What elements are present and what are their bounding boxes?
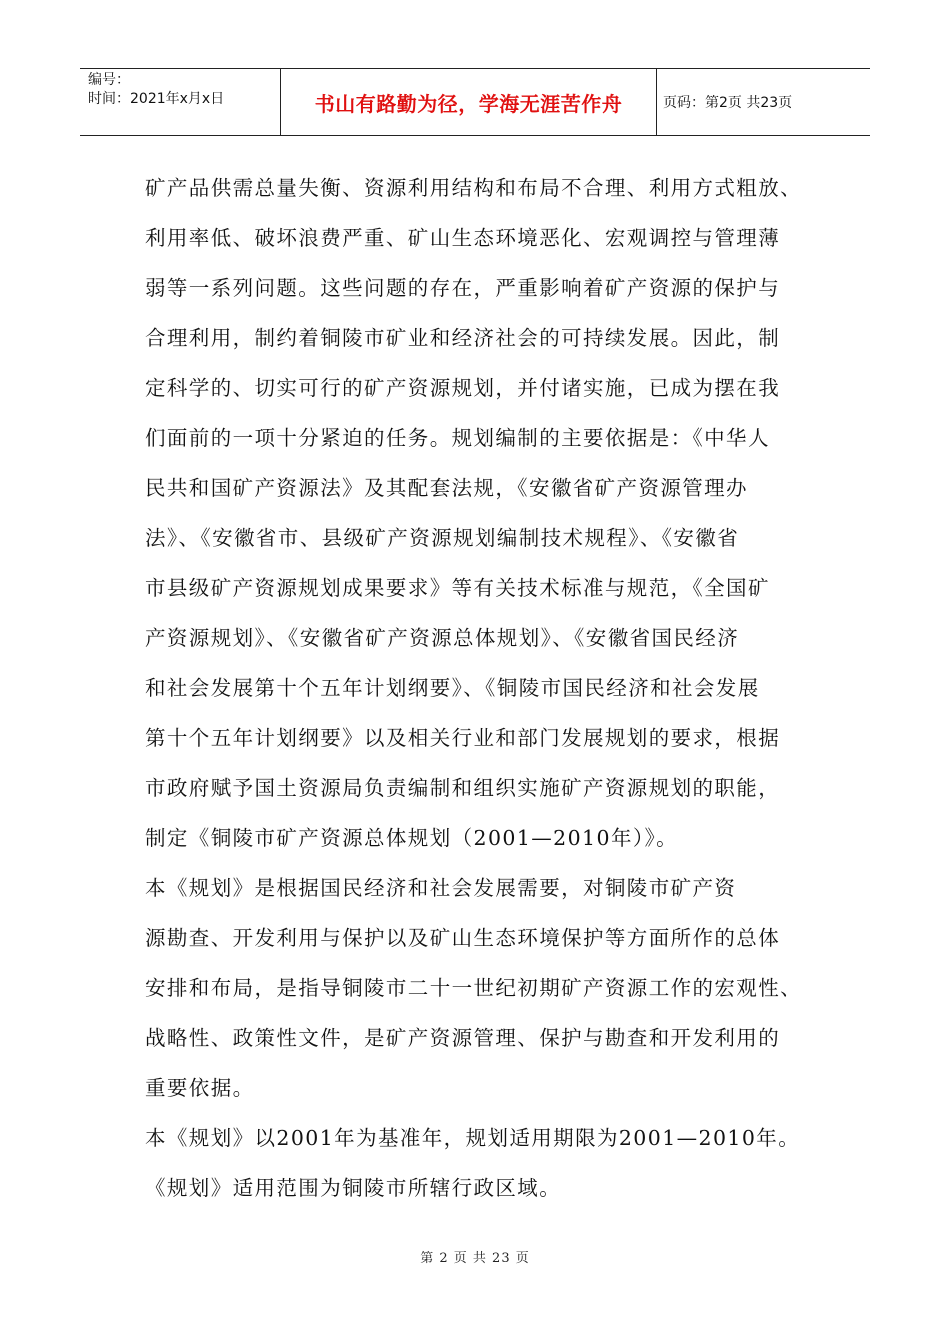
header-meta bbox=[80, 69, 281, 135]
text-line: 重要依据。 bbox=[145, 1076, 255, 1100]
paragraph-2 bbox=[145, 863, 825, 1113]
header-page-info: 页码：第2页 共23页 bbox=[663, 95, 793, 111]
text-line: 合理利用，制约着铜陵市矿业和经济社会的可持续发展。因此，制 bbox=[145, 326, 781, 350]
text-line: 民共和国矿产资源法》及其配套法规，《安徽省矿产资源管理办 bbox=[145, 476, 748, 500]
text-line: 弱等一系列问题。这些问题的存在，严重影响着矿产资源的保护与 bbox=[145, 276, 781, 300]
text-line: 第十个五年计划纲要》以及相关行业和部门发展规划的要求，根据 bbox=[145, 726, 781, 750]
text-line: 矿产品供需总量失衡、资源利用结构和布局不合理、利用方式粗放、 bbox=[145, 176, 802, 200]
document-time-label: 时间：2021年x月x日 bbox=[88, 91, 225, 107]
text-line: 市县级矿产资源规划成果要求》等有关技术标准与规范，《全国矿 bbox=[145, 576, 770, 600]
header-motto: 书山有路勤为径，学海无涯苦作舟 bbox=[281, 69, 657, 135]
text-line: 本《规划》是根据国民经济和社会发展需要，对铜陵市矿产资 bbox=[145, 876, 737, 900]
text-line: 制定《铜陵市矿产资源总体规划（2001—2010年）》。 bbox=[145, 826, 679, 850]
document-number-label: 编号： bbox=[88, 72, 130, 88]
text-line: 战略性、政策性文件，是矿产资源管理、保护与勘查和开发利用的 bbox=[145, 1026, 781, 1050]
text-line: 本《规划》以2001年为基准年，规划适用期限为2001—2010年。 bbox=[145, 1126, 801, 1150]
paragraph-3 bbox=[145, 1113, 825, 1213]
text-line: 安排和布局，是指导铜陵市二十一世纪初期矿产资源工作的宏观性、 bbox=[145, 976, 802, 1000]
page-footer: 第 2 页 共 23 页 bbox=[420, 1251, 530, 1266]
text-line: 们面前的一项十分紧迫的任务。规划编制的主要依据是：《中华人 bbox=[145, 426, 770, 450]
text-line: 产资源规划》、《安徽省矿产资源总体规划》、《安徽省国民经济 bbox=[145, 626, 740, 650]
text-line: 定科学的、切实可行的矿产资源规划，并付诸实施，已成为摆在我 bbox=[145, 376, 781, 400]
text-line: 利用率低、破坏浪费严重、矿山生态环境恶化、宏观调控与管理薄 bbox=[145, 226, 781, 250]
text-line: 源勘查、开发利用与保护以及矿山生态环境保护等方面所作的总体 bbox=[145, 926, 781, 950]
text-line: 法》、《安徽省市、县级矿产资源规划编制技术规程》、《安徽省 bbox=[145, 526, 740, 550]
page-header bbox=[80, 68, 870, 136]
text-line: 《规划》适用范围为铜陵市所辖行政区域。 bbox=[145, 1176, 562, 1200]
text-line: 市政府赋予国土资源局负责编制和组织实施矿产资源规划的职能， bbox=[145, 776, 781, 800]
text-line: 和社会发展第十个五年计划纲要》、《铜陵市国民经济和社会发展 bbox=[145, 676, 760, 700]
document-body bbox=[145, 163, 825, 1213]
paragraph-1 bbox=[145, 163, 825, 863]
